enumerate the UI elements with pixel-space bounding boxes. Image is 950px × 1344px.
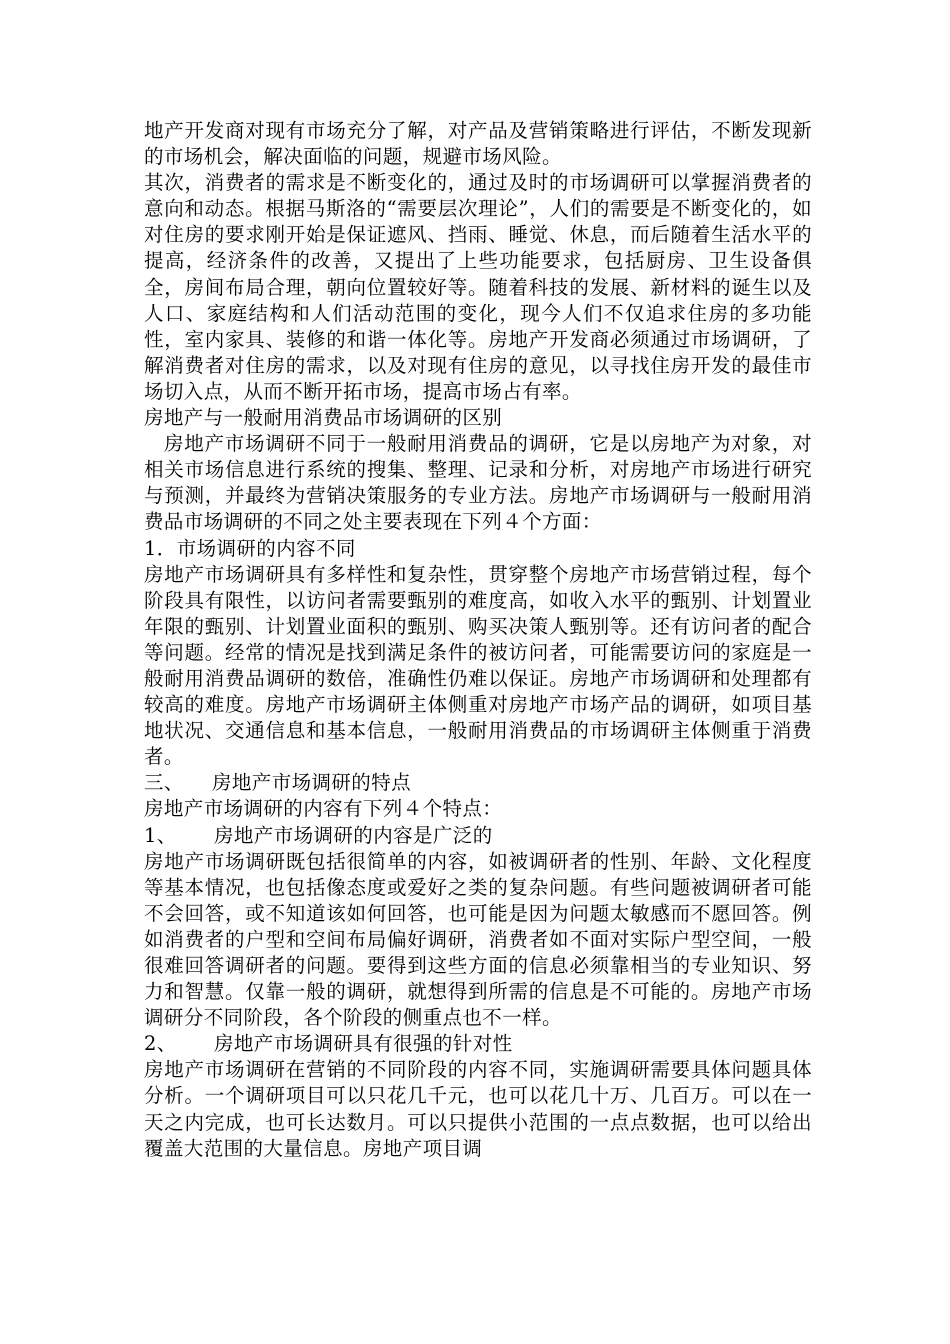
section-heading-difference: 房地产与一般耐用消费品市场调研的区别: [144, 406, 503, 430]
item-number: 1、: [144, 823, 177, 847]
item-title: 房地产市场调研具有很强的针对性: [214, 1032, 513, 1056]
paragraph-feature-2: 房地产市场调研在营销的不同阶段的内容不同，实施调研需要具体问题具体分析。一个调研项目可以只花几千元，也可以花几十万、几百万。可以在一天之内完成，也可长达数月。可以只提供小范围的一点点数据，也可以给出覆盖大范围的大量信息。房地产项目调: [144, 1058, 812, 1160]
subheading-feature-1: [144, 823, 812, 849]
section-number: 三、: [144, 771, 184, 795]
document-page: [144, 118, 812, 1162]
subheading-feature-2: [144, 1031, 812, 1057]
item-number: 2、: [144, 1032, 177, 1056]
paragraph-features-intro: 房地产市场调研的内容有下列４个特点：: [144, 797, 503, 821]
paragraph-feature-1: 房地产市场调研既包括很简单的内容，如被调研者的性别、年龄、文化程度等基本情况，也包括像态度或爱好之类的复杂问题。有些问题被调研者可能不会回答，或不知道该如何回答，也可能是因为问题太敏感而不愿回答。例如消费者的户型和空间布局偏好调研，消费者如不面对实际户型空间，一般很难回答调研者的问题。要得到这些方面的信息必须靠相当的专业知识、努力和智慧。仅靠一般的调研，就想得到所需的信息是不可能的。房地产市场调研分不同阶段，各个阶段的侧重点也不一样。: [144, 849, 812, 1030]
paragraph-consumer-needs: 其次，消费者的需求是不断变化的，通过及时的市场调研可以掌握消费者的意向和动态。根据马斯洛的“需要层次理论”，人们的需要是不断变化的，如对住房的要求刚开始是保证遮风、挡雨、睡觉、休息，而后随着生活水平的提高，经济条件的改善，又提出了上些功能要求，包括厨房、卫生设备俱全，房间布局合理，朝向位置较好等。随着科技的发展、新材料的诞生以及人口、家庭结构和人们活动范围的变化，现今人们不仅追求住房的多功能性，室内家具、装修的和谐一体化等。房地产开发商必须通过市场调研，了解消费者对住房的需求，以及对现有住房的意见，以寻找住房开发的最佳市场切入点，从而不断开拓市场，提高市场占有率。: [144, 171, 812, 403]
paragraph-difference-intro: 房地产市场调研不同于一般耐用消费品的调研，它是以房地产为对象，对相关市场信息进行系统的搜集、整理、记录和分析，对房地产市场进行研究与预测，并最终为营销决策服务的专业方法。房地产市场调研与一般耐用消费品市场调研的不同之处主要表现在下列４个方面：: [144, 432, 812, 534]
section-heading-features: [144, 770, 812, 796]
paragraph-intro-continued: 地产开发商对现有市场充分了解，对产品及营销策略进行评估，不断发现新的市场机会，解决面临的问题，规避市场风险。: [144, 119, 812, 169]
item-title: 房地产市场调研的内容是广泛的: [214, 823, 493, 847]
section-title: 房地产市场调研的特点: [212, 771, 412, 795]
subheading-content-differs: 1．市场调研的内容不同: [144, 536, 356, 560]
paragraph-content-differs: 房地产市场调研具有多样性和复杂性，贯穿整个房地产市场营销过程，每个阶段具有限性，以访问者需要甄别的难度高，如收入水平的甄别、计划置业年限的甄别、计划置业面积的甄别、购买决策人甄别等。还有访问者的配合等问题。经常的情况是找到满足条件的被访问者，可能需要访问的家庭是一般耐用消费品调研的数倍，准确性仍难以保证。房地产市场调研和处理都有较高的难度。房地产市场调研主体侧重对房地产市场产品的调研，如项目基地状况、交通信息和基本信息，一般耐用消费品的市场调研主体侧重于消费者。: [144, 562, 812, 769]
